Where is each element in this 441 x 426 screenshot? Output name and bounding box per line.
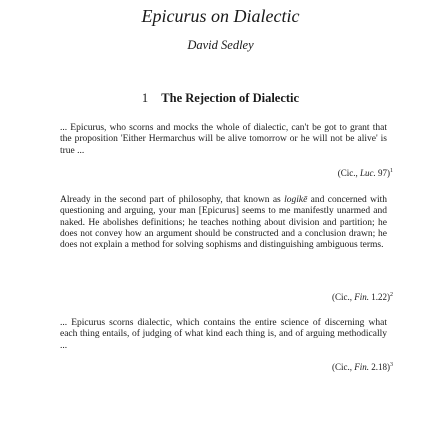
greek-term: logikē	[284, 195, 308, 205]
section-heading	[0, 91, 441, 106]
citation-ref: 2.18)	[369, 362, 390, 372]
citation-ref: 97)	[375, 168, 390, 178]
citation-prefix: (Cic.,	[332, 292, 355, 302]
citation-work: Fin.	[354, 362, 369, 372]
footnote-marker: 3	[390, 362, 393, 368]
quote-paragraph-1: ... Epicurus, who scorns and mocks the whole of dialectic, can't be got to grant that the proposition 'Either Hermarchus will be alive tomorrow or he will not be alive' is true ...	[60, 123, 387, 156]
citation-work: Fin.	[354, 292, 369, 302]
quote-paragraph-3: ... Epicurus scorns dialectic, which contains the entire science of discerning what each thing entails, of judging of what kind each thing is, and of arguing methodically ...	[60, 318, 387, 351]
paragraph-text-start: Already in the second part of philosophy, that known as	[60, 195, 285, 205]
citation-work: Luc.	[360, 168, 376, 178]
citation-prefix: (Cic.,	[332, 362, 355, 372]
section-number: 1	[141, 91, 149, 105]
paragraph-text-end: and concerned with questioning and arguing, your man [Epicurus] seems to me manifestly unarmed and naked. He abolishes definitions; he teaches nothing about division and partition; he does not convey how an argument should be constructed and a conclusion drawn; he does not explain a method for solving sophisms and distinguishing ambiguous terms.	[60, 195, 387, 251]
footnote-marker: 2	[390, 292, 393, 298]
page-title: Epicurus on Dialectic	[141, 6, 300, 26]
quote-paragraph-2	[60, 195, 387, 251]
citation-1	[338, 168, 393, 179]
citation-2	[332, 292, 393, 303]
author-name: David Sedley	[187, 38, 254, 52]
section-title: The Rejection of Dialectic	[161, 91, 300, 105]
citation-ref: 1.22)	[369, 292, 390, 302]
citation-3	[332, 362, 393, 373]
footnote-marker: 1	[390, 168, 393, 174]
citation-prefix: (Cic.,	[337, 168, 360, 178]
